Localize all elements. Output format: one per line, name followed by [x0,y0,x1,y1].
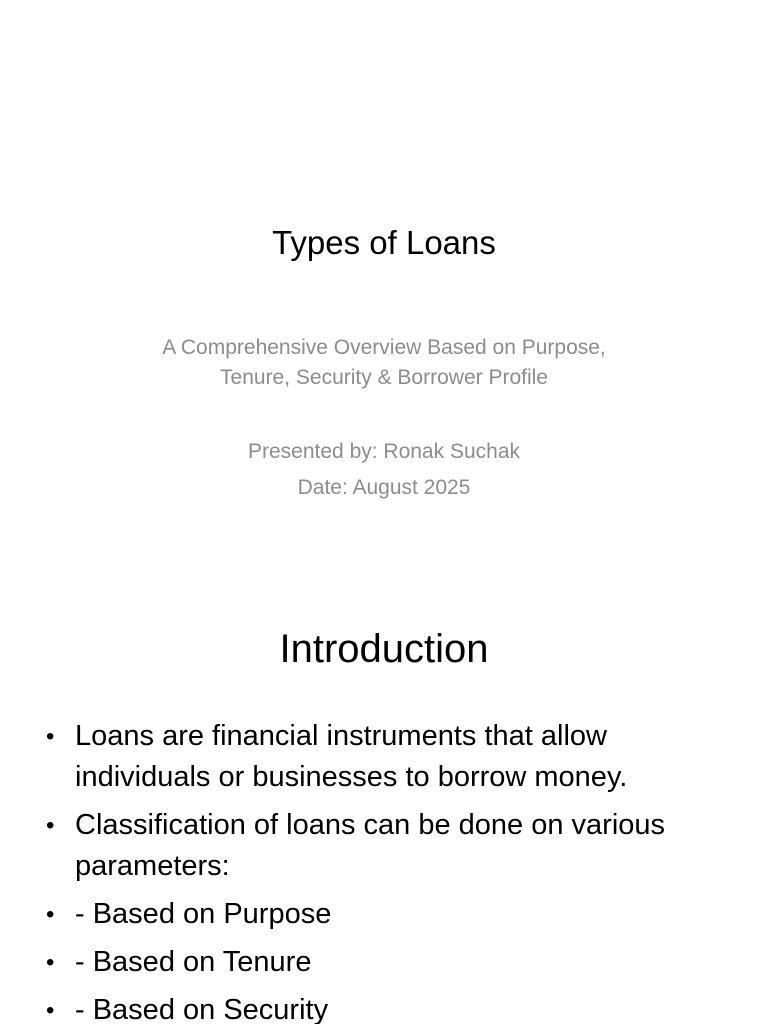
presenter-block [100,434,668,506]
bullet-item [46,942,726,983]
subtitle-line-2: Tenure, Security & Borrower Profile [220,366,548,389]
bullet-item [46,716,726,798]
presentation-date: Date: August 2025 [297,476,471,499]
presenter-name: Presented by: Ronak Suchak [248,440,520,463]
bullet-item [46,894,726,935]
slide-title: Introduction [279,627,489,671]
bullet-text: Loans are financial instruments that allow individuals or businesses to borrow money. [75,720,628,793]
bullet-icon: • [46,901,55,928]
bullet-text: - Based on Security [75,994,329,1024]
bullet-text: - Based on Tenure [75,946,312,978]
introduction-slide [0,576,768,1024]
slide-title: Types of Loans [272,224,496,261]
bullet-icon: • [46,723,55,750]
bullet-item [46,990,726,1024]
bullet-icon: • [46,812,55,839]
bullet-icon: • [46,949,55,976]
slide-subtitle [100,333,668,393]
subtitle-line-1: A Comprehensive Overview Based on Purpose, [162,336,606,359]
bullet-text: - Based on Purpose [75,898,332,930]
bullet-item [46,805,726,887]
bullet-icon: • [46,997,55,1024]
bullet-text: Classification of loans can be done on various parameters: [75,809,666,882]
bullet-list [46,716,726,1024]
